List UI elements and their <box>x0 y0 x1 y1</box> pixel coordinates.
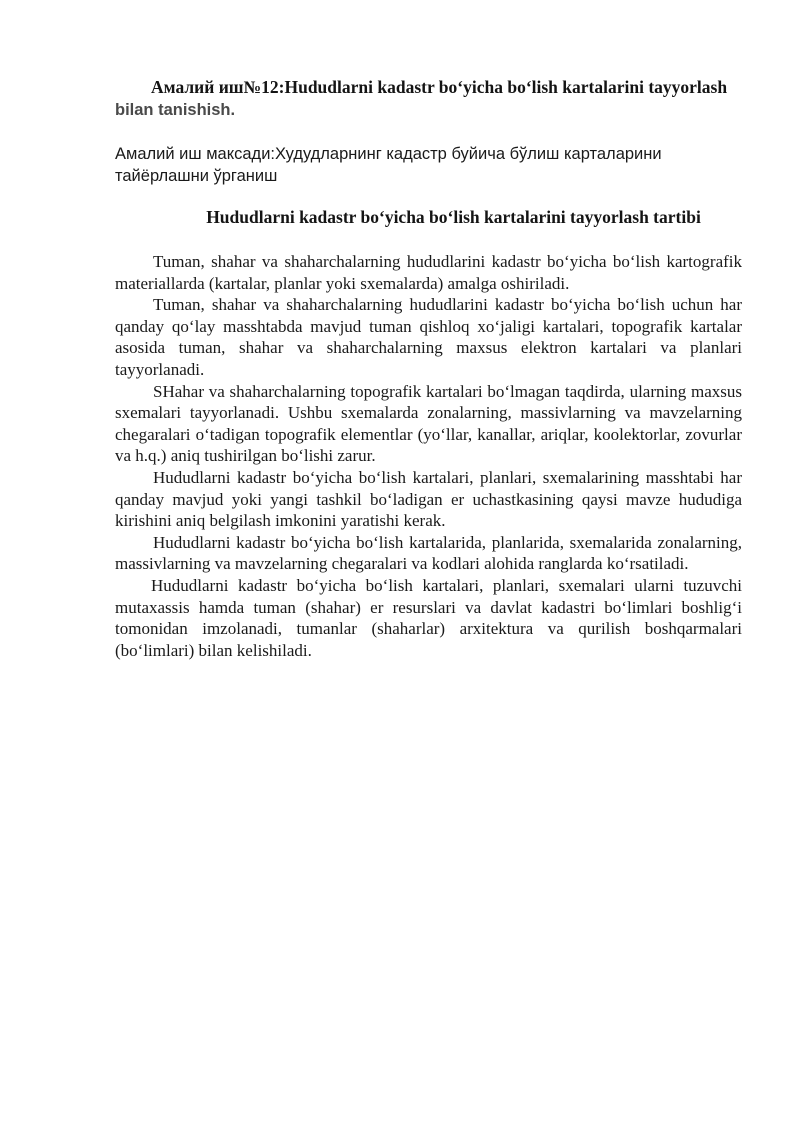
paragraph: Hududlarni kadastr bo‘yicha bo‘lish kartalari, planlari, sxemalarining masshtabi har qanday mavjud yoki yangi tashkil bo‘ladigan er uchastkasining qaysi mavze hududiga kirishini aniq belgilash imkonini yaratishi kerak. <box>115 467 742 531</box>
title-main: Амалий иш№12:Hududlarni kadastr bo‘yicha bo‘lish kartalarini tayyorlash <box>151 77 728 97</box>
title-period: . <box>230 101 236 119</box>
paragraph: Tuman, shahar va shaharchalarning hududlarini kadastr bo‘yicha bo‘lish kartografik materiallarda (kartalar, planlar yoki sxemalarda) amalga oshiriladi. <box>115 252 742 293</box>
document-title <box>115 76 735 121</box>
body-text <box>115 251 742 661</box>
paragraph: Hududlarni kadastr bo‘yicha bo‘lish kartalarida, planlarida, sxemalarida zonalarning, massivlarning va mavzelarning chegaralari va kodlari alohida ranglarda ko‘rsatiladi. <box>115 532 742 574</box>
paragraph: SHahar va shaharchalarning topografik kartalari bo‘lmagan taqdirda, ularning maxsus sxemalari tayyorlanadi. Ushbu sxemalarda zonalarning, massivlarning va mavzelarning chegaralari o‘tadigan topografik elementlar (yo‘llar, kanallar, ariqlar, koolektorlar, zovurlar va h.q.) aniq tushirilgan bo‘lishi zarur. <box>115 381 742 466</box>
work-purpose: Амалий иш максади:Худудларнинг кадастр буйича бўлиш карталарини тайёрлашни ўрганиш <box>115 145 662 185</box>
title-suffix: bilan tanishish <box>115 101 231 119</box>
paragraph: Hududlarni kadastr bo‘yicha bo‘lish kartalari, planlari, sxemalari ularni tuzuvchi mutaxassis hamda tuman (shahar) er resurslari va davlat kadastri bo‘limlari boshlig‘i tomonidan imzolanadi, tumanlar (shaharlar) arxitektura va qurilish boshqarmalari (bo‘limlari) bilan kelishiladi. <box>115 575 742 660</box>
section-heading: Hududlarni kadastr bo‘yicha bo‘lish kartalarini tayyorlash tartibi <box>206 207 701 227</box>
paragraph: Tuman, shahar va shaharchalarning hududlarini kadastr bo‘yicha bo‘lish uchun har qanday qo‘lay masshtabda mavjud tuman qishloq xo‘jaligi kartalari, topografik kartalar asosida tuman, shahar va shaharchalarning maxsus elektron kartalari va planlari tayyorlanadi. <box>115 295 742 379</box>
